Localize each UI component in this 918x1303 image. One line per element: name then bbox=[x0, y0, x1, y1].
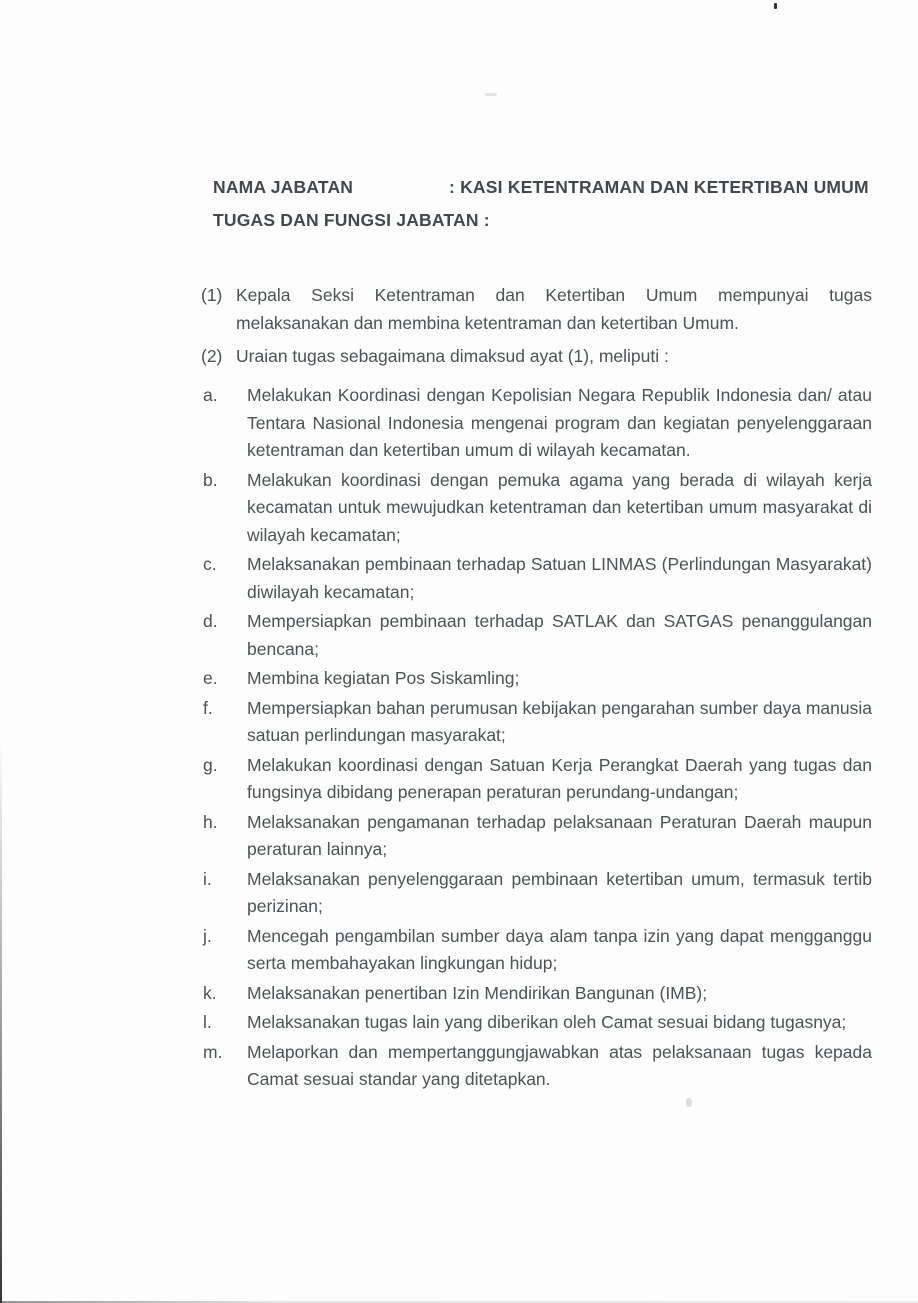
clause-text: Kepala Seksi Ketentraman dan Ketertiban Umum mempunyai tugas melaksanakan dan membina ketentraman dan ketertiban Umum. bbox=[236, 285, 872, 333]
duty-item bbox=[203, 382, 872, 465]
header-row-nama-jabatan bbox=[213, 171, 875, 204]
scan-smudge-artifact bbox=[485, 93, 497, 96]
duty-marker: m. bbox=[203, 1041, 223, 1062]
lettered-duty-list bbox=[203, 382, 872, 1096]
duty-item bbox=[203, 809, 872, 864]
duty-marker: e. bbox=[203, 668, 218, 688]
duty-marker: k. bbox=[203, 982, 217, 1003]
scan-speck-artifact bbox=[774, 3, 777, 9]
duty-text: Mempersiapkan bahan perumusan kebijakan pengarahan sumber daya manusia satuan perlindungan masyarakat; bbox=[247, 697, 872, 745]
duty-text: Melaksanakan penertiban Izin Mendirikan Bangunan (IMB); bbox=[247, 982, 708, 1003]
clause-text: Uraian tugas sebagaimana dimaksud ayat (1), meliputi : bbox=[236, 346, 669, 366]
duty-marker: d. bbox=[203, 611, 218, 631]
duty-text: Melaksanakan tugas lain yang diberikan oleh Camat sesuai bidang tugasnya; bbox=[247, 1012, 847, 1032]
clause-marker: (2) bbox=[201, 346, 223, 366]
duty-marker: i. bbox=[203, 868, 212, 889]
numbered-clause bbox=[201, 342, 872, 370]
duty-text: Mencegah pengambilan sumber daya alam tanpa izin yang dapat mengganggu serta membahayakan lingkungan hidup; bbox=[247, 925, 872, 973]
duty-item bbox=[203, 695, 872, 750]
duty-text: Melakukan koordinasi dengan pemuka agama yang berada di wilayah kerja kecamatan untuk mewujudkan ketentraman dan ketertiban umum masyarakat di wilayah kecamatan; bbox=[247, 469, 872, 545]
duty-item bbox=[203, 866, 872, 921]
duty-item bbox=[203, 551, 872, 606]
numbered-clause bbox=[201, 281, 872, 337]
duty-item bbox=[203, 923, 872, 978]
duty-text: Melaksanakan penyelenggaraan pembinaan ketertiban umum, termasuk tertib perizinan; bbox=[247, 868, 872, 916]
duty-marker: b. bbox=[203, 469, 218, 490]
duty-item bbox=[203, 665, 872, 693]
duty-marker: g. bbox=[203, 754, 218, 775]
duty-marker: h. bbox=[203, 811, 218, 832]
duty-marker: a. bbox=[203, 385, 218, 405]
numbered-clause-list bbox=[201, 281, 872, 375]
duty-text: Membina kegiatan Pos Siskamling; bbox=[247, 668, 520, 688]
duty-marker: f. bbox=[203, 697, 213, 718]
document-header bbox=[213, 171, 875, 237]
duty-item bbox=[203, 1039, 872, 1094]
duty-marker: l. bbox=[203, 1012, 212, 1032]
duty-marker: c. bbox=[203, 554, 217, 574]
scan-smudge-artifact bbox=[686, 1098, 692, 1107]
duty-text: Melaporkan dan mempertanggungjawabkan atas pelaksanaan tugas kepada Camat sesuai standar yang ditetapkan. bbox=[247, 1041, 872, 1089]
duty-text: Melakukan Koordinasi dengan Kepolisian Negara Republik Indonesia dan/ atau Tentara Nasional Indonesia mengenai program dan kegiatan penyelenggaraan ketentraman dan ketertiban umum di wilayah kecamatan. bbox=[247, 385, 872, 460]
duty-item bbox=[203, 608, 872, 663]
clause-marker: (1) bbox=[201, 285, 223, 305]
duty-marker: j. bbox=[203, 925, 212, 946]
header-row-tugas-fungsi: TUGAS DAN FUNGSI JABATAN : bbox=[213, 210, 490, 230]
duty-text: Melakukan koordinasi dengan Satuan Kerja Perangkat Daerah yang tugas dan fungsinya dibidang penerapan peraturan perundang-undangan; bbox=[247, 754, 872, 802]
duty-text: Melaksanakan pembinaan terhadap Satuan LINMAS (Perlindungan Masyarakat) diwilayah kecamatan; bbox=[247, 554, 872, 602]
duty-item bbox=[203, 980, 872, 1008]
duty-item bbox=[203, 1009, 872, 1037]
scan-edge-line bbox=[0, 740, 2, 1303]
field-value-nama-jabatan: : KASI KETENTRAMAN DAN KETERTIBAN UMUM bbox=[449, 177, 869, 197]
duty-item bbox=[203, 752, 872, 807]
field-label-nama-jabatan: NAMA JABATAN bbox=[213, 177, 354, 197]
duty-item bbox=[203, 467, 872, 550]
duty-text: Mempersiapkan pembinaan terhadap SATLAK dan SATGAS penanggulangan bencana; bbox=[247, 611, 872, 659]
duty-text: Melaksanakan pengamanan terhadap pelaksanaan Peraturan Daerah maupun peraturan lainnya; bbox=[247, 811, 872, 859]
